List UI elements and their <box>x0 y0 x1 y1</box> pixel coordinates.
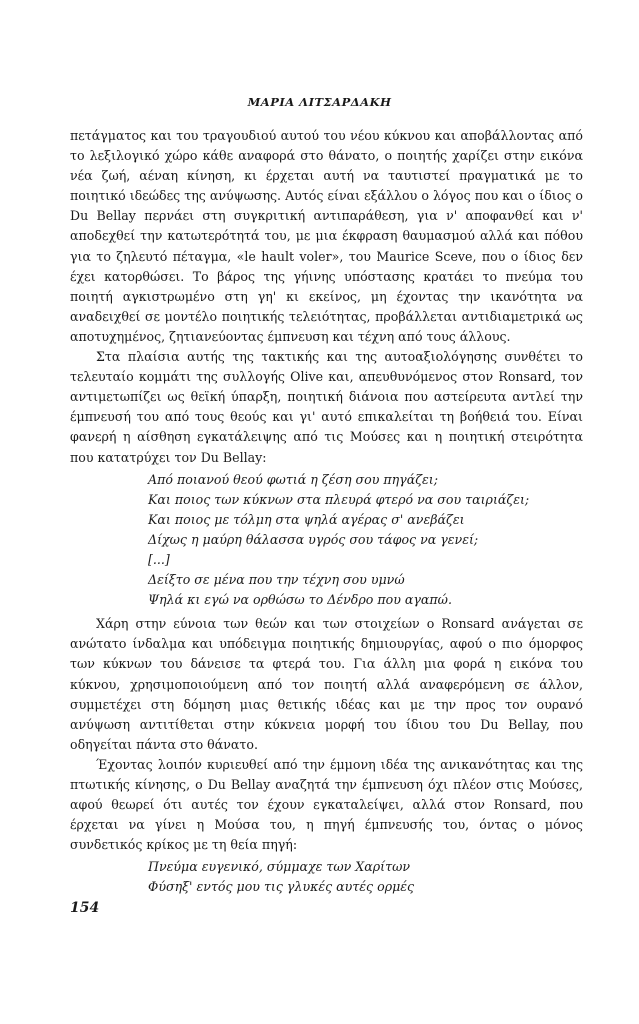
body-text <box>70 126 583 902</box>
verse-quote-1 <box>148 470 583 611</box>
verse-line: Και ποιος με τόλμη στα ψηλά αγέρας σ' ανεβάζει <box>148 511 465 527</box>
verse-line: Δείξτο σε μένα που την τέχνη σου υμνώ <box>148 572 405 588</box>
verse-quote-2 <box>148 857 583 897</box>
verse-line: Δίχως η μαύρη θάλασσα υγρός σου τάφος να γενεί; <box>148 531 479 547</box>
verse-line-ellipsis: [...] <box>148 551 170 567</box>
verse-line: Φύσηξ' εντός μου τις γλυκές αυτές ορμές <box>148 879 415 895</box>
verse-line: Από ποιανού θεού φωτιά η ζέση σου πηγάζει; <box>148 471 438 487</box>
paragraph-3: Χάρη στην εύνοια των θεών και των στοιχείων ο Ronsard ανάγεται σε ανώτατο ίνδαλμα και υπόδειγμα ποιητικής δημιουργίας, αφού ο πιο όμορφος των κύκνων του δάνεισε τα φτερά του. Για άλλη μια φορά η εικόνα του κύκνου, χρησιμοποιούμενη από τον ποιητή αλλά αναφερόμενη σε άλλον, συμμετέχει στη δόμηση μιας θετικής ιδέας και με την προς τον ουρανό ανύψωση αντιτίθεται στην κύκνεια μορφή του ίδιου του Du Bellay, που οδηγείται πάντα στο θάνατο. <box>70 616 583 752</box>
paragraph-2: Στα πλαίσια αυτής της τακτικής και της αυτοαξιολόγησης συνθέτει το τελευταίο κομμάτι της συλλογής Olive και, απευθυνόμενος στον Ronsard, τον αντιμετωπίζει ως θεϊκή ύπαρξη, ποιητική διάνοια που αστείρευτα αντλεί την έμπνευσή του από τους θεούς και γι' αυτό επικαλείται τη βοήθειά του. Είναι φανερή η αίσθηση εγκατάλειψης από τις Μούσες και η ποιητική στειρότητα που κατατρύχει τον Du Bellay: <box>70 349 583 465</box>
verse-line: Και ποιος των κύκνων στα πλευρά φτερό να σου ταιριάζει; <box>148 491 530 507</box>
page-number: 154 <box>70 900 100 916</box>
verse-line: Ψηλά κι εγώ να ορθώσω το Δένδρο που αγαπώ. <box>148 592 452 608</box>
paragraph-4: Έχοντας λοιπόν κυριευθεί από την έμμονη ιδέα της ανικανότητας και της πτωτικής κίνησης, ο Du Bellay αναζητά την έμπνευση όχι πλέον στις Μούσες, αφού θεωρεί ότι αυτές τον έχουν εγκαταλείψει, αλλά στον Ronsard, που έρχεται να γίνει η Μούσα του, η πηγή έμπνευσής του, όντας ο μόνος συνδετικός κρίκος με τη θεία πηγή: <box>70 756 583 853</box>
verse-line: Πνεύμα ευγενικό, σύμμαχε των Χαρίτων <box>148 859 411 875</box>
paragraph-1: πετάγματος και του τραγουδιού αυτού του νέου κύκνου και αποβάλλοντας από το λεξιλογικό χώρο κάθε αναφορά στο θάνατο, ο ποιητής χαρίζει στην εικόνα νέα ζωή, αέναη κίνηση, κι έρχεται αυτή να ταυτιστεί πραγματικά με το ποιητικό ιδεώδες της ανύψωσης. Αυτός είναι εξάλλου ο λόγος που και ο ίδιος ο Du Bellay περνάει στη συγκριτική αντιπαράθεση, για ν' αποφανθεί και ν' αποδεχθεί την κατωτερότητά του, με μια έκφραση θαυμασμού αλλά και πόθου για το ζηλευτό πέταγμα, «le hault voler», του Maurice Sceve, που ο ίδιος δεν έχει κατορθώσει. Το βάρος της γήινης υπόστασης κρατάει το πνεύμα του ποιητή αγκιστρωμένο στη γη' κι εκείνος, μη έχοντας την ικανότητα να αναδειχθεί σε μοντέλο ποιητικής τελειότητας, προβάλλεται αντιδιαμετρικά ως αποτυχημένος, ζητιανεύοντας έμπνευση και τέχνη από τους άλλους. <box>70 128 583 344</box>
running-head-author: ΜΑΡΙΑ ΛΙΤΣΑΡΔΑΚΗ <box>247 95 392 109</box>
